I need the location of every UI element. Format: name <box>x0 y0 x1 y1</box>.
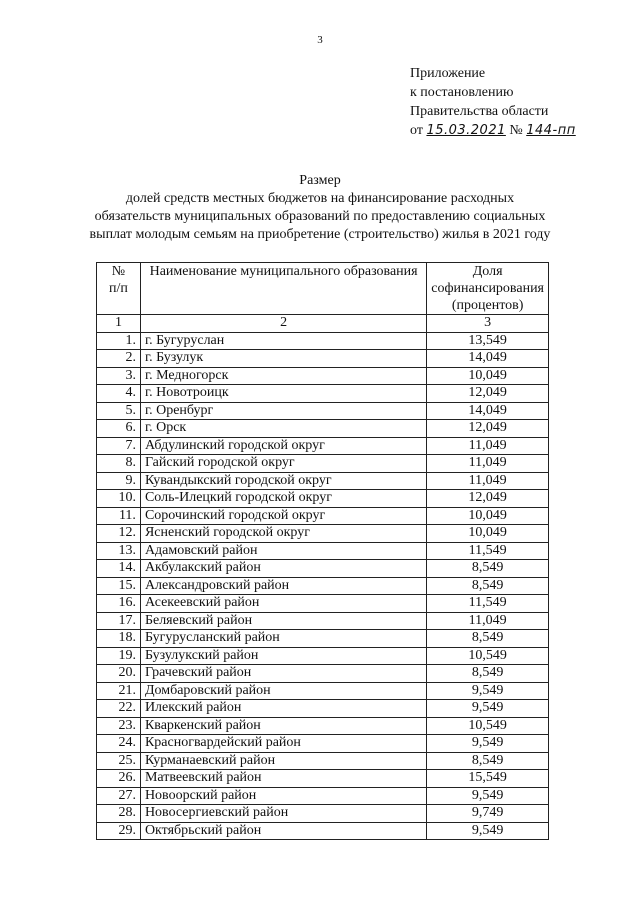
cofinancing-share: 11,549 <box>427 595 549 613</box>
municipality-name: Ясненский городской округ <box>140 525 426 543</box>
row-number: 20. <box>97 665 141 683</box>
municipality-name: Бугурусланский район <box>140 630 426 648</box>
municipality-name: Домбаровский район <box>140 682 426 700</box>
municipality-name: г. Бугуруслан <box>140 332 426 350</box>
cofinancing-share: 14,049 <box>427 350 549 368</box>
municipality-name: Курманаевский район <box>140 752 426 770</box>
table-row <box>97 507 549 525</box>
row-number: 13. <box>97 542 141 560</box>
table-row <box>97 542 549 560</box>
row-number: 4. <box>97 385 141 403</box>
row-number: 24. <box>97 735 141 753</box>
cofinancing-share: 8,549 <box>427 665 549 683</box>
municipality-name: Асекеевский район <box>140 595 426 613</box>
municipality-name: Бузулукский район <box>140 647 426 665</box>
row-number: 15. <box>97 577 141 595</box>
cofinancing-share: 8,549 <box>427 577 549 595</box>
row-number: 6. <box>97 420 141 438</box>
table-row <box>97 560 549 578</box>
page-number: 3 <box>317 34 323 46</box>
table-row <box>97 682 549 700</box>
date-prefix: от <box>410 123 423 138</box>
table-row <box>97 612 549 630</box>
row-number: 5. <box>97 402 141 420</box>
cofinancing-share: 12,049 <box>427 490 549 508</box>
municipality-name: Новосергиевский район <box>140 805 426 823</box>
header-num-line2: п/п <box>109 281 128 296</box>
handwritten-number: 144-пп <box>526 123 576 138</box>
row-number: 9. <box>97 472 141 490</box>
municipality-name: Кваркенский район <box>140 717 426 735</box>
column-index: 3 <box>427 315 549 333</box>
appendix-block <box>410 64 576 140</box>
table-row <box>97 822 549 840</box>
table-row <box>97 367 549 385</box>
table-row <box>97 735 549 753</box>
header-share <box>427 263 549 315</box>
cofinancing-share: 9,549 <box>427 735 549 753</box>
appendix-government: Правительства области <box>410 104 549 119</box>
municipality-name: Красногвардейский район <box>140 735 426 753</box>
municipality-name: Новоорский район <box>140 787 426 805</box>
row-number: 7. <box>97 437 141 455</box>
table-row <box>97 332 549 350</box>
municipality-name: Адамовский район <box>140 542 426 560</box>
appendix-title: Приложение <box>410 66 486 81</box>
cofinancing-share: 11,049 <box>427 472 549 490</box>
cofinancing-share: 10,049 <box>427 507 549 525</box>
row-number: 28. <box>97 805 141 823</box>
header-name: Наименование муниципального образования <box>140 263 426 315</box>
appendix-date-line <box>410 121 576 140</box>
table-row <box>97 717 549 735</box>
table-row <box>97 350 549 368</box>
cofinancing-share: 8,549 <box>427 560 549 578</box>
table-row <box>97 665 549 683</box>
cofinancing-share: 11,549 <box>427 542 549 560</box>
document-title <box>0 172 640 244</box>
cofinancing-table <box>96 262 549 840</box>
municipality-name: г. Оренбург <box>140 402 426 420</box>
municipality-name: Александровский район <box>140 577 426 595</box>
cofinancing-share: 10,049 <box>427 525 549 543</box>
row-number: 17. <box>97 612 141 630</box>
municipality-name: Абдулинский городской округ <box>140 437 426 455</box>
cofinancing-share: 9,549 <box>427 700 549 718</box>
table-row <box>97 472 549 490</box>
municipality-name: Грачевский район <box>140 665 426 683</box>
cofinancing-share: 10,549 <box>427 717 549 735</box>
appendix-resolution: к постановлению <box>410 85 514 100</box>
row-number: 26. <box>97 770 141 788</box>
cofinancing-share: 9,549 <box>427 682 549 700</box>
header-num <box>97 263 141 315</box>
municipality-name: г. Новотроицк <box>140 385 426 403</box>
table-row <box>97 700 549 718</box>
municipality-name: г. Орск <box>140 420 426 438</box>
number-prefix: № <box>509 123 523 138</box>
table-row <box>97 402 549 420</box>
cofinancing-share: 9,549 <box>427 787 549 805</box>
title-line-4: выплат молодым семьям на приобретение (строительство) жилья в 2021 году <box>89 227 551 242</box>
table-header-row <box>97 263 549 315</box>
row-number: 12. <box>97 525 141 543</box>
municipality-name: г. Бузулук <box>140 350 426 368</box>
cofinancing-share: 10,549 <box>427 647 549 665</box>
table-row <box>97 525 549 543</box>
municipality-name: Соль-Илецкий городской округ <box>140 490 426 508</box>
municipality-name: Гайский городской округ <box>140 455 426 473</box>
cofinancing-share: 12,049 <box>427 420 549 438</box>
title-line-2: долей средств местных бюджетов на финансирование расходных <box>125 191 515 206</box>
row-number: 18. <box>97 630 141 648</box>
row-number: 23. <box>97 717 141 735</box>
row-number: 3. <box>97 367 141 385</box>
row-number: 14. <box>97 560 141 578</box>
municipality-name: Беляевский район <box>140 612 426 630</box>
table-row <box>97 420 549 438</box>
table-row <box>97 437 549 455</box>
table-row <box>97 770 549 788</box>
municipality-name: г. Медногорск <box>140 367 426 385</box>
table-row <box>97 787 549 805</box>
table-row <box>97 647 549 665</box>
cofinancing-share: 11,049 <box>427 612 549 630</box>
row-number: 8. <box>97 455 141 473</box>
cofinancing-share: 8,549 <box>427 630 549 648</box>
row-number: 1. <box>97 332 141 350</box>
cofinancing-share: 9,549 <box>427 822 549 840</box>
cofinancing-share: 11,049 <box>427 437 549 455</box>
municipality-name: Матвеевский район <box>140 770 426 788</box>
table-row <box>97 805 549 823</box>
table-row <box>97 385 549 403</box>
row-number: 10. <box>97 490 141 508</box>
municipality-name: Кувандыкский городской округ <box>140 472 426 490</box>
header-share-line2: софинансирования <box>431 281 544 296</box>
table-row <box>97 630 549 648</box>
table-row <box>97 490 549 508</box>
row-number: 27. <box>97 787 141 805</box>
handwritten-date: 15.03.2021 <box>426 123 506 138</box>
cofinancing-share: 10,049 <box>427 367 549 385</box>
cofinancing-share: 11,049 <box>427 455 549 473</box>
municipality-name: Илекский район <box>140 700 426 718</box>
row-number: 29. <box>97 822 141 840</box>
municipality-name: Акбулакский район <box>140 560 426 578</box>
title-line-1: Размер <box>299 173 341 188</box>
cofinancing-share: 15,549 <box>427 770 549 788</box>
header-share-line3: (процентов) <box>451 298 524 313</box>
cofinancing-share: 12,049 <box>427 385 549 403</box>
table-row <box>97 595 549 613</box>
municipality-name: Октябрьский район <box>140 822 426 840</box>
header-num-line1: № <box>111 264 126 279</box>
municipality-name: Сорочинский городской округ <box>140 507 426 525</box>
table-row <box>97 752 549 770</box>
cofinancing-share: 8,549 <box>427 752 549 770</box>
cofinancing-share: 14,049 <box>427 402 549 420</box>
table-row <box>97 577 549 595</box>
row-number: 11. <box>97 507 141 525</box>
column-index: 2 <box>140 315 426 333</box>
row-number: 21. <box>97 682 141 700</box>
column-index-row <box>97 315 549 333</box>
cofinancing-share: 13,549 <box>427 332 549 350</box>
column-index: 1 <box>97 315 141 333</box>
row-number: 19. <box>97 647 141 665</box>
row-number: 2. <box>97 350 141 368</box>
header-share-line1: Доля <box>472 264 503 279</box>
cofinancing-share: 9,749 <box>427 805 549 823</box>
row-number: 25. <box>97 752 141 770</box>
table-row <box>97 455 549 473</box>
title-line-3: обязательств муниципальных образований по предоставлению социальных <box>94 209 546 224</box>
row-number: 22. <box>97 700 141 718</box>
row-number: 16. <box>97 595 141 613</box>
